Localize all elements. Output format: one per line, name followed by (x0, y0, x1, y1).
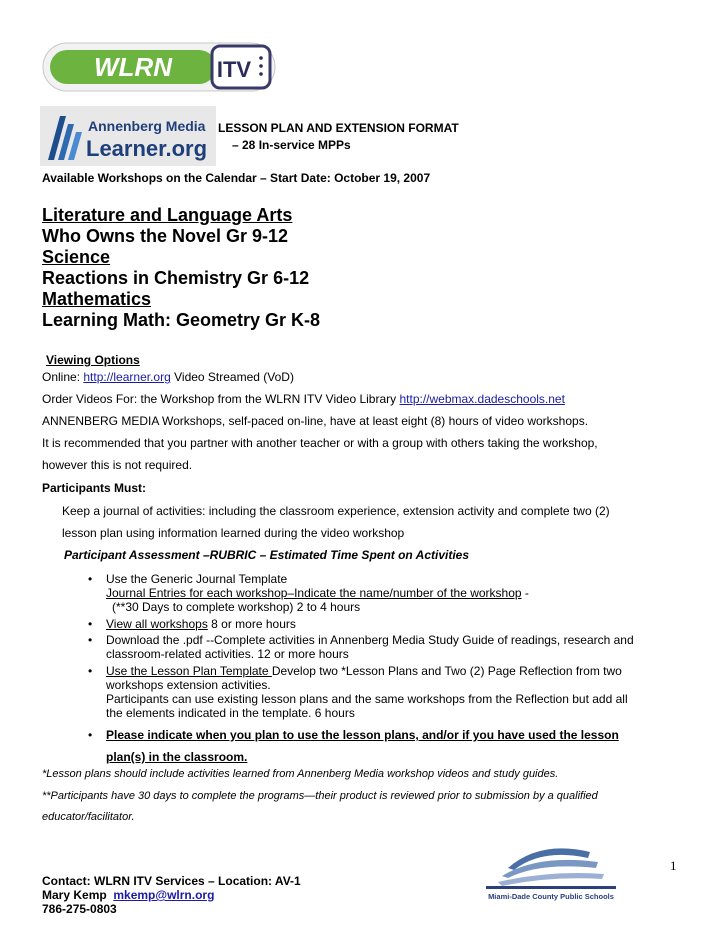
bullet-icon: • (88, 728, 93, 742)
contact-name: Mary Kemp (42, 888, 107, 902)
annenberg-line2: Learner.org (86, 136, 208, 161)
bullet-text: Use the Generic Journal Template (106, 572, 288, 586)
rubric-heading: Participant Assessment –RUBRIC – Estimated Time Spent on Activities (64, 548, 470, 562)
format-title: LESSON PLAN AND EXTENSION FORMAT (218, 121, 459, 135)
journal-entries-link[interactable]: Journal Entries for each workshop–Indicate the name/number of the workshop (106, 586, 522, 600)
email-link[interactable]: mkemp@wlrn.org (113, 888, 215, 902)
bullet-icon: • (88, 617, 93, 631)
bullet-text: Please indicate when you plan to use the lesson plans, and/or if you have used the lesson (106, 728, 619, 742)
webmax-link[interactable]: http://webmax.dadeschools.net (399, 392, 565, 406)
recommend-line-1: It is recommended that you partner with another teacher or with a group with others taking the workshop, (42, 436, 598, 450)
contact-phone: 786-275-0803 (42, 902, 117, 916)
online-label: Online: (42, 370, 81, 384)
subject-course-novel: Who Owns the Novel Gr 9-12 (42, 226, 289, 246)
bullet-text: classroom-related activities. 12 or more hours (106, 647, 349, 661)
mpps-line: – 28 In-service MPPs (232, 138, 351, 152)
journal-line-1: Keep a journal of activities: including the classroom experience, extension activity and complete two (2) (62, 504, 610, 518)
mdcps-logo (480, 838, 622, 904)
wlrn-itv-logo (42, 42, 276, 92)
bullet-icon: • (88, 664, 93, 678)
bullet-tail: Develop two *Lesson Plans and Two (2) Page Reflection from two (271, 664, 622, 678)
subject-category-math: Mathematics (42, 289, 152, 309)
bullet-text: the elements indicated in the template. 6 hours (106, 706, 355, 720)
bullet-icon: • (88, 633, 93, 647)
footnote-lesson-plans: *Lesson plans should include activities learned from Annenberg Media workshop videos and study guides. (42, 768, 559, 780)
view-workshops-link[interactable]: View all workshops (106, 617, 208, 631)
itv-text: ITV (216, 57, 252, 82)
mdcps-text: Miami-Dade County Public Schools (488, 892, 614, 901)
wlrn-text: WLRN (94, 52, 172, 82)
journal-line-2: lesson plan using information learned during the video workshop (62, 526, 405, 540)
viewing-options-heading: Viewing Options (46, 353, 140, 367)
footnote-participants: **Participants have 30 days to complete the programs—their product is reviewed prior to submission by a qualified (42, 790, 598, 802)
annenberg-text: ANNENBERG MEDIA Workshops, self-paced on-line, have at least eight (8) hours of video workshops. (42, 414, 589, 428)
bullet-icon: • (88, 572, 93, 586)
bullet-text: workshops extension activities. (106, 678, 271, 692)
page-number: 1 (670, 858, 677, 873)
order-text: Order Videos For: the Workshop from the WLRN ITV Video Library (42, 392, 397, 406)
participants-heading: Participants Must: (42, 481, 147, 495)
subject-category-literature: Literature and Language Arts (42, 205, 293, 225)
annenberg-learner-logo (40, 106, 216, 166)
contact-line: Contact: WLRN ITV Services – Location: AV-1 (42, 874, 301, 888)
order-line (42, 392, 565, 406)
bullet-text: (**30 Days to complete workshop) 2 to 4 hours (112, 600, 361, 614)
bullet-text: plan(s) in the classroom. (106, 750, 248, 764)
bullet-text: Participants can use existing lesson plans and the same workshops from the Reflection but add all (106, 692, 628, 706)
learner-link[interactable]: http://learner.org (83, 370, 171, 384)
footer-contact (42, 874, 301, 916)
bullet-tail: - (521, 586, 529, 600)
recommend-line-2: however this is not required. (42, 458, 193, 472)
bullet-text: Download the .pdf --Complete activities in Annenberg Media Study Guide of readings, research and (106, 633, 634, 647)
workshops-line: Available Workshops on the Calendar – Start Date: October 19, 2007 (42, 171, 431, 185)
lesson-plan-template-link[interactable]: Use the Lesson Plan Template (106, 664, 272, 678)
subject-category-science: Science (42, 247, 111, 267)
online-line (42, 370, 294, 384)
footnote-facilitator: educator/facilitator. (42, 811, 135, 823)
online-suffix: Video Streamed (VoD) (174, 370, 294, 384)
subject-course-chemistry: Reactions in Chemistry Gr 6-12 (42, 268, 310, 288)
subject-course-geometry: Learning Math: Geometry Gr K-8 (42, 310, 321, 330)
annenberg-line1: Annenberg Media (88, 118, 206, 134)
bullet-tail: 8 or more hours (207, 617, 296, 631)
